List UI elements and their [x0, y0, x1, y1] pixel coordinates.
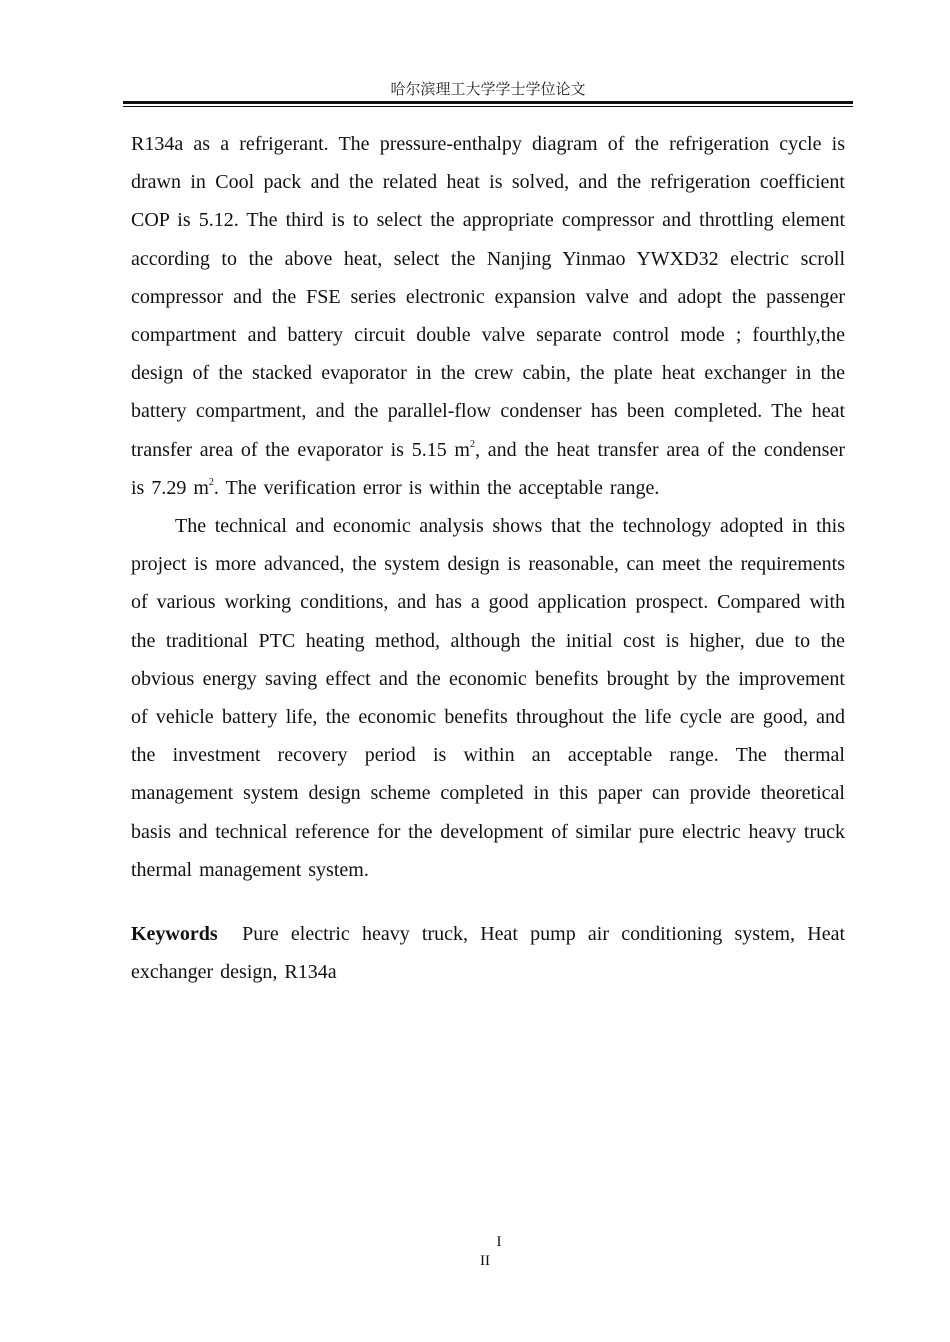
page-body [131, 125, 845, 991]
paragraph-1-part-c: . The verification error is within the acceptable range. [213, 476, 660, 499]
paragraph-2: The technical and economic analysis shows that the technology adopted in this project is more advanced, the system design is reasonable, can meet the requirements of various working conditions, and has a good application prospect. Compared with the traditional PTC heating method, although the initial cost is higher, due to the obvious energy saving effect and the economic benefits brought by the improvement of vehicle battery life, the economic benefits throughout the life cycle are good, and the investment recovery period is within an acceptable range. The thermal management system design scheme completed in this paper can provide theoretical basis and technical reference for the development of similar pure electric heavy truck thermal management system. [131, 515, 845, 881]
paragraph-1 [131, 125, 845, 507]
page-number-roman-1: I [496, 1234, 502, 1250]
header-rule-thin [123, 106, 853, 107]
superscript-2: 2 [208, 476, 214, 488]
keywords-label: Keywords [131, 923, 218, 946]
keywords-line [131, 915, 845, 991]
running-header: 哈尔滨理工大学学士学位论文 [390, 82, 586, 98]
page-number-roman-2: II [480, 1253, 490, 1269]
paragraph-1-part-a: R134a as a refrigerant. The pressure-enthalpy diagram of the refrigeration cycle is drawn in Cool pack and the related heat is solved, and the refrigeration coefficient COP is 5.12. The third is to select the appropriate compressor and throttling element according to the above heat, select the Nanjing Yinmao YWXD32 electric scroll compressor and the FSE series electronic expansion valve and adopt the passenger compartment and battery circuit double valve separate control mode ; fourthly,the design of the stacked evaporator in the crew cabin, the plate heat exchanger in the battery compartment, and the parallel-flow condenser has been completed. The heat transfer area of the evaporator is 5.15 m [131, 133, 845, 461]
superscript-2: 2 [469, 438, 475, 450]
paragraph-1-part-b: , and the heat transfer area of the condenser is 7.29 m [131, 438, 845, 499]
keywords-text: Pure electric heavy truck, Heat pump air conditioning system, Heat exchanger design, R134a [131, 923, 846, 984]
header-rule-thick [123, 101, 853, 104]
